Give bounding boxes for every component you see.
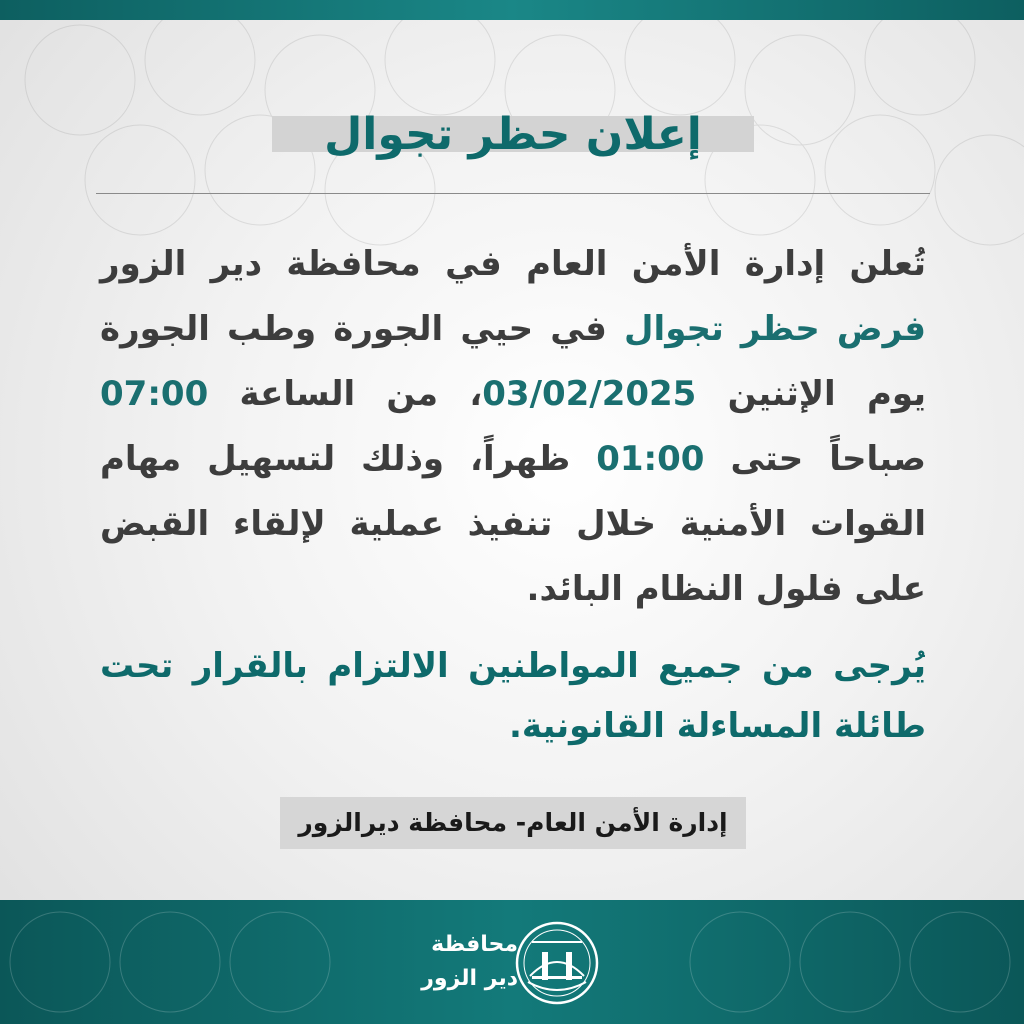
body-text-part: ظهراً، وذلك لتسهيل مهام القوات الأمنية خلال تنفيذ عملية لإلقاء القبض على فلول النظام البائد.: [100, 439, 926, 609]
top-strip: [0, 0, 1024, 20]
body-text-part: في حيي الجورة وطب الجورة يوم الإثنين: [100, 309, 926, 414]
curfew-highlight: فرض حظر تجوال: [624, 309, 926, 349]
end-time-highlight: 01:00: [596, 439, 705, 479]
body-text-part: تُعلن إدارة الأمن العام في محافظة دير الزور: [100, 244, 926, 284]
footer-name-line1: محافظة: [431, 932, 518, 957]
body-text-part: صباحاً حتى: [704, 439, 926, 479]
page-title: إعلان حظر تجوال: [324, 109, 702, 160]
announcement-body: [100, 232, 926, 622]
body-text-part: ، من الساعة: [208, 374, 483, 414]
signature: إدارة الأمن العام- محافظة ديرالزور: [298, 808, 728, 837]
start-time-highlight: 07:00: [100, 374, 209, 414]
footer-name-line2: دير الزور: [421, 966, 518, 991]
divider: [96, 193, 930, 194]
footer-governorate-name: [408, 928, 518, 996]
governorate-emblem-icon: [512, 918, 602, 1008]
citizen-appeal: يُرجى من جميع المواطنين الالتزام بالقرار تحت طائلة المساءلة القانونية.: [100, 646, 926, 746]
date-highlight: 03/02/2025: [482, 374, 697, 414]
